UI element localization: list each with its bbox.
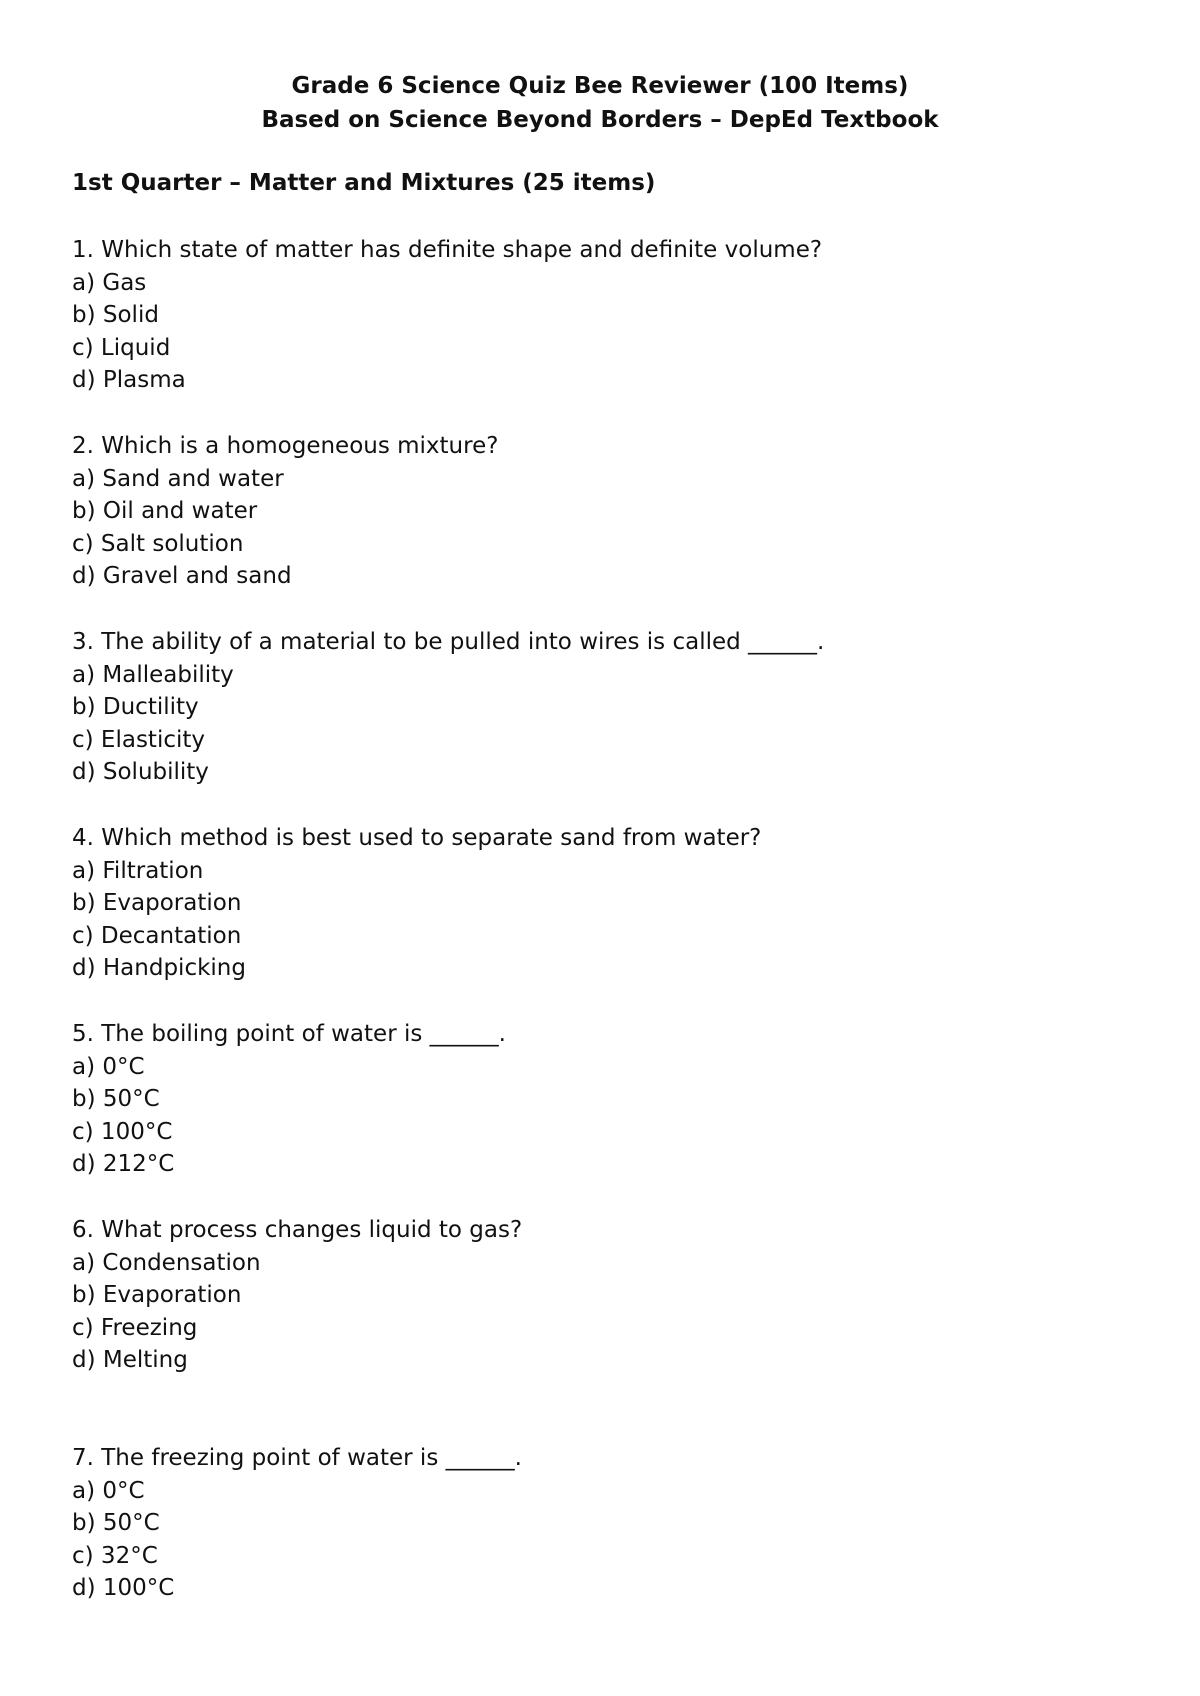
answer-option: c) Salt solution: [72, 530, 244, 557]
answer-option: b) Evaporation: [72, 1282, 242, 1309]
answer-option: a) Condensation: [72, 1249, 261, 1276]
answer-option: b) Evaporation: [72, 890, 242, 917]
answer-option: b) Ductility: [72, 694, 199, 721]
answer-option: c) Liquid: [72, 334, 171, 361]
question-stem: 2. Which is a homogeneous mixture?: [72, 433, 499, 459]
answer-option: d) Gravel and sand: [72, 563, 292, 590]
answer-option: d) Plasma: [72, 367, 186, 394]
answer-option: c) 32°C: [72, 1542, 158, 1569]
answer-option: b) Oil and water: [72, 498, 258, 525]
question-stem: 6. What process changes liquid to gas?: [72, 1217, 523, 1243]
answer-option: a) Filtration: [72, 857, 204, 884]
answer-option: b) 50°C: [72, 1086, 160, 1113]
answer-option: b) Solid: [72, 302, 159, 329]
answer-option: a) Sand and water: [72, 465, 284, 492]
question-4: [72, 822, 1132, 985]
answer-option: b) 50°C: [72, 1510, 160, 1537]
answer-option: d) 100°C: [72, 1575, 175, 1602]
document-subtitle: Based on Science Beyond Borders – DepEd Textbook: [261, 107, 939, 133]
question-7: [72, 1442, 1132, 1605]
answer-option: a) 0°C: [72, 1053, 145, 1080]
question-3: [72, 626, 1132, 789]
section-heading: 1st Quarter – Matter and Mixtures (25 items): [72, 170, 656, 196]
answer-option: a) 0°C: [72, 1477, 145, 1504]
question-5: [72, 1018, 1132, 1181]
answer-option: d) Melting: [72, 1347, 188, 1374]
question-2: [72, 430, 1132, 593]
document-title: Grade 6 Science Quiz Bee Reviewer (100 Items): [291, 73, 909, 99]
answer-option: c) Freezing: [72, 1314, 198, 1341]
question-stem: 3. The ability of a material to be pulled into wires is called ______.: [72, 629, 825, 655]
answer-option: c) Decantation: [72, 922, 242, 949]
answer-option: c) Elasticity: [72, 726, 206, 753]
answer-option: a) Gas: [72, 269, 147, 296]
answer-option: c) 100°C: [72, 1118, 173, 1145]
answer-option: d) 212°C: [72, 1151, 175, 1178]
question-stem: 7. The freezing point of water is ______.: [72, 1445, 522, 1471]
question-stem: 4. Which method is best used to separate sand from water?: [72, 825, 762, 851]
answer-option: d) Solubility: [72, 759, 209, 786]
question-stem: 5. The boiling point of water is ______.: [72, 1021, 506, 1047]
answer-option: a) Malleability: [72, 661, 234, 688]
question-6: [72, 1214, 1132, 1377]
question-1: [72, 234, 1132, 397]
question-stem: 1. Which state of matter has definite shape and definite volume?: [72, 237, 823, 263]
answer-option: d) Handpicking: [72, 955, 246, 982]
